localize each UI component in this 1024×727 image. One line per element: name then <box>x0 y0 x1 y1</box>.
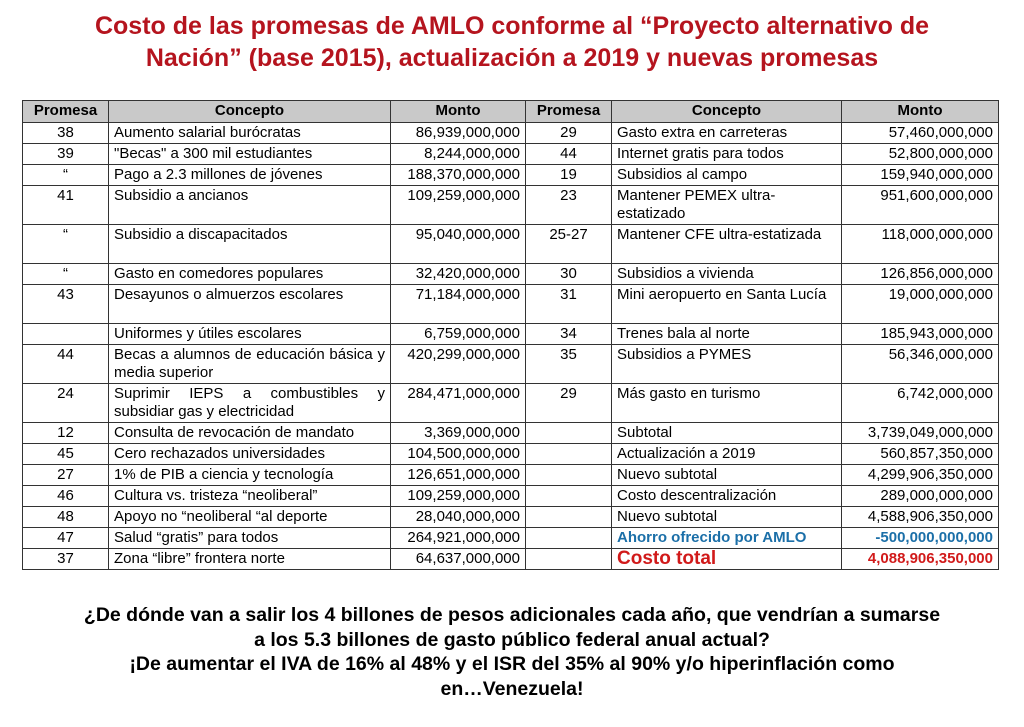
table-row <box>23 465 999 486</box>
promesa-right-cell: 30 <box>526 264 612 285</box>
promesa-left-cell: 44 <box>23 345 109 384</box>
monto-left-cell: 8,244,000,000 <box>391 144 526 165</box>
cost-table <box>22 100 999 570</box>
promesa-right-cell: 29 <box>526 384 612 423</box>
promesa-right-cell: 23 <box>526 186 612 225</box>
concepto-right-cell: Nuevo subtotal <box>612 507 842 528</box>
title-line-1: Costo de las promesas de AMLO conforme al “Proyecto alternativo de <box>94 12 929 40</box>
promesa-left-cell: 38 <box>23 123 109 144</box>
promesa-left-cell: 47 <box>23 528 109 549</box>
promesa-right-cell: 34 <box>526 324 612 345</box>
concepto-right-cell: Subsidios a PYMES <box>612 345 842 384</box>
concepto-left-cell: Becas a alumnos de educación básica y media superior <box>109 345 391 384</box>
header-promesa-left: Promesa <box>23 101 109 123</box>
monto-right-cell: 185,943,000,000 <box>842 324 999 345</box>
header-concepto-right: Concepto <box>612 101 842 123</box>
concepto-right-cell: Internet gratis para todos <box>612 144 842 165</box>
promesa-right-cell: 19 <box>526 165 612 186</box>
concepto-left-cell: "Becas" a 300 mil estudiantes <box>109 144 391 165</box>
monto-right-cell: 951,600,000,000 <box>842 186 999 225</box>
table-row <box>23 165 999 186</box>
promesa-right-cell: 29 <box>526 123 612 144</box>
concepto-left-cell: Subsidio a ancianos <box>109 186 391 225</box>
concepto-left-cell: Zona “libre” frontera norte <box>109 549 391 570</box>
promesa-left-cell: “ <box>23 264 109 285</box>
table-row <box>23 225 999 264</box>
table-row <box>23 444 999 465</box>
monto-left-cell: 32,420,000,000 <box>391 264 526 285</box>
header-monto-right: Monto <box>842 101 999 123</box>
concepto-right-cell: Subtotal <box>612 423 842 444</box>
table-row <box>23 423 999 444</box>
concepto-left-cell: Cultura vs. tristeza “neoliberal” <box>109 486 391 507</box>
promesa-right-cell: 31 <box>526 285 612 324</box>
table-row <box>23 144 999 165</box>
monto-right-cell: 560,857,350,000 <box>842 444 999 465</box>
title-line-2: Nación” (base 2015), actualización a 2019 y nuevas promesas <box>145 44 879 72</box>
header-concepto-left: Concepto <box>109 101 391 123</box>
promesa-right-cell: 35 <box>526 345 612 384</box>
concepto-left-cell: 1% de PIB a ciencia y tecnología <box>109 465 391 486</box>
promesa-right-cell: 44 <box>526 144 612 165</box>
table-row <box>23 264 999 285</box>
concepto-left-cell: Consulta de revocación de mandato <box>109 423 391 444</box>
concepto-right-cell: Costo total <box>612 549 842 570</box>
promesa-right-cell <box>526 486 612 507</box>
monto-left-cell: 3,369,000,000 <box>391 423 526 444</box>
concepto-left-cell: Gasto en comedores populares <box>109 264 391 285</box>
monto-right-cell: 3,739,049,000,000 <box>842 423 999 444</box>
table-row <box>23 528 999 549</box>
promesa-left-cell: 27 <box>23 465 109 486</box>
promesa-left-cell: 41 <box>23 186 109 225</box>
concepto-left-cell: Subsidio a discapacitados <box>109 225 391 264</box>
monto-right-cell: 52,800,000,000 <box>842 144 999 165</box>
promesa-left-cell <box>23 324 109 345</box>
table-body <box>23 123 999 570</box>
monto-right-cell: 126,856,000,000 <box>842 264 999 285</box>
concepto-right-cell: Subsidios al campo <box>612 165 842 186</box>
concepto-right-cell: Gasto extra en carreteras <box>612 123 842 144</box>
concepto-right-cell: Actualización a 2019 <box>612 444 842 465</box>
table-row <box>23 486 999 507</box>
concepto-right-cell: Trenes bala al norte <box>612 324 842 345</box>
header-monto-left: Monto <box>391 101 526 123</box>
concepto-right-cell: Nuevo subtotal <box>612 465 842 486</box>
monto-right-cell: 56,346,000,000 <box>842 345 999 384</box>
monto-right-cell: -500,000,000,000 <box>842 528 999 549</box>
concepto-right-cell: Más gasto en turismo <box>612 384 842 423</box>
monto-right-cell: 4,588,906,350,000 <box>842 507 999 528</box>
monto-left-cell: 64,637,000,000 <box>391 549 526 570</box>
monto-left-cell: 95,040,000,000 <box>391 225 526 264</box>
monto-left-cell: 109,259,000,000 <box>391 186 526 225</box>
promesa-right-cell <box>526 528 612 549</box>
promesa-left-cell: “ <box>23 165 109 186</box>
monto-left-cell: 284,471,000,000 <box>391 384 526 423</box>
promesa-left-cell: 39 <box>23 144 109 165</box>
concepto-right-cell: Costo descentralización <box>612 486 842 507</box>
concepto-left-cell: Uniformes y útiles escolares <box>109 324 391 345</box>
table-row <box>23 324 999 345</box>
promesa-left-cell: 37 <box>23 549 109 570</box>
monto-left-cell: 109,259,000,000 <box>391 486 526 507</box>
concepto-right-cell: Subsidios a vivienda <box>612 264 842 285</box>
table-row <box>23 507 999 528</box>
page-title <box>20 10 1004 74</box>
promesa-right-cell <box>526 444 612 465</box>
monto-left-cell: 71,184,000,000 <box>391 285 526 324</box>
promesa-left-cell: 12 <box>23 423 109 444</box>
monto-right-cell: 57,460,000,000 <box>842 123 999 144</box>
monto-left-cell: 188,370,000,000 <box>391 165 526 186</box>
concepto-right-cell: Ahorro ofrecido por AMLO <box>612 528 842 549</box>
monto-left-cell: 104,500,000,000 <box>391 444 526 465</box>
concepto-left-cell: Apoyo no “neoliberal “al deporte <box>109 507 391 528</box>
monto-right-cell: 19,000,000,000 <box>842 285 999 324</box>
promesa-left-cell: “ <box>23 225 109 264</box>
monto-right-cell: 4,088,906,350,000 <box>842 549 999 570</box>
promesa-left-cell: 24 <box>23 384 109 423</box>
monto-right-cell: 118,000,000,000 <box>842 225 999 264</box>
footer-line-4: en…Venezuela! <box>440 677 584 700</box>
concepto-left-cell: Desayunos o almuerzos escolares <box>109 285 391 324</box>
footer-question <box>20 603 1004 701</box>
table-header-row <box>23 101 999 123</box>
concepto-left-cell: Cero rechazados universidades <box>109 444 391 465</box>
table-row <box>23 345 999 384</box>
monto-left-cell: 6,759,000,000 <box>391 324 526 345</box>
promesa-right-cell: 25-27 <box>526 225 612 264</box>
table-row <box>23 384 999 423</box>
table-row <box>23 549 999 570</box>
promesa-right-cell <box>526 549 612 570</box>
promesa-right-cell <box>526 507 612 528</box>
footer-line-3: ¡De aumentar el IVA de 16% al 48% y el ISR del 35% al 90% y/o hiperinflación como <box>129 653 895 675</box>
concepto-right-cell: Mini aeropuerto en Santa Lucía <box>612 285 842 324</box>
promesa-left-cell: 45 <box>23 444 109 465</box>
concepto-left-cell: Salud “gratis” para todos <box>109 528 391 549</box>
footer-line-2: a los 5.3 billones de gasto público federal anual actual? <box>254 628 770 651</box>
header-promesa-right: Promesa <box>526 101 612 123</box>
table-row <box>23 186 999 225</box>
promesa-right-cell <box>526 465 612 486</box>
monto-left-cell: 420,299,000,000 <box>391 345 526 384</box>
monto-left-cell: 86,939,000,000 <box>391 123 526 144</box>
monto-right-cell: 289,000,000,000 <box>842 486 999 507</box>
footer-line-1: ¿De dónde van a salir los 4 billones de pesos adicionales cada año, que vendrían a sumarse <box>83 604 941 626</box>
table-row <box>23 285 999 324</box>
monto-right-cell: 6,742,000,000 <box>842 384 999 423</box>
monto-right-cell: 159,940,000,000 <box>842 165 999 186</box>
table-row <box>23 123 999 144</box>
concepto-right-cell: Mantener PEMEX ultra-estatizado <box>612 186 842 225</box>
monto-left-cell: 28,040,000,000 <box>391 507 526 528</box>
monto-right-cell: 4,299,906,350,000 <box>842 465 999 486</box>
concepto-left-cell: Suprimir IEPS a combustibles y subsidiar gas y electricidad <box>109 384 391 423</box>
promesa-right-cell <box>526 423 612 444</box>
promesa-left-cell: 46 <box>23 486 109 507</box>
concepto-left-cell: Aumento salarial burócratas <box>109 123 391 144</box>
concepto-right-cell: Mantener CFE ultra-estatizada <box>612 225 842 264</box>
monto-left-cell: 264,921,000,000 <box>391 528 526 549</box>
promesa-left-cell: 43 <box>23 285 109 324</box>
promesa-left-cell: 48 <box>23 507 109 528</box>
concepto-left-cell: Pago a 2.3 millones de jóvenes <box>109 165 391 186</box>
monto-left-cell: 126,651,000,000 <box>391 465 526 486</box>
